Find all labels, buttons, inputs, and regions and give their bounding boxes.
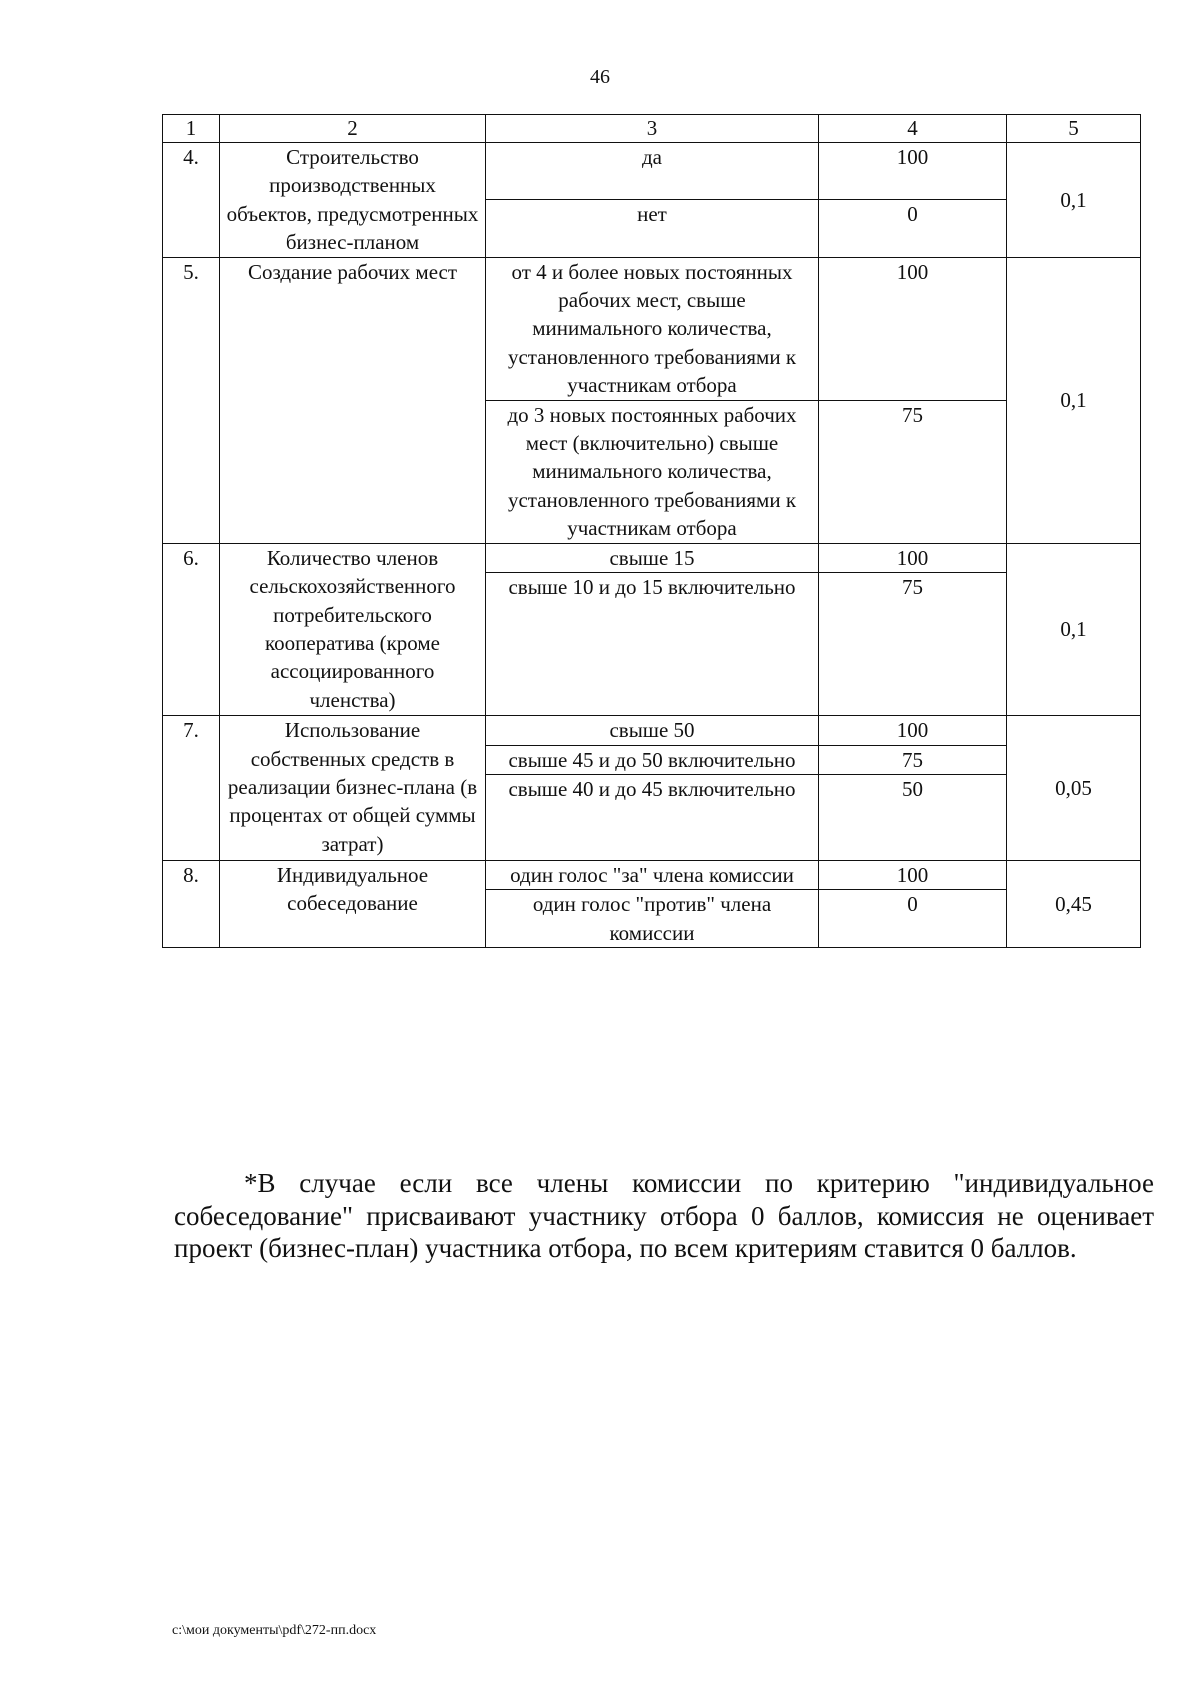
- condition-cell: один голос "против" члена комиссии: [486, 890, 819, 948]
- criterion-number: 8.: [163, 860, 220, 947]
- table-row: [163, 543, 1141, 572]
- score-cell: 100: [819, 716, 1007, 745]
- condition-cell: свыше 15: [486, 543, 819, 572]
- weight-cell: 0,1: [1007, 257, 1141, 543]
- column-number-5: 5: [1007, 115, 1141, 143]
- page-number: 46: [590, 66, 610, 88]
- table-header-row: [163, 115, 1141, 143]
- table-row: [163, 257, 1141, 400]
- condition-cell: один голос "за" члена комиссии: [486, 860, 819, 889]
- criterion-name: Использование собственных средств в реализации бизнес-плана (в процентах от общей суммы затрат): [220, 716, 486, 861]
- column-number-3: 3: [486, 115, 819, 143]
- column-number-1: 1: [163, 115, 220, 143]
- table-row: [163, 143, 1141, 200]
- condition-cell: свыше 45 и до 50 включительно: [486, 745, 819, 774]
- score-cell: 75: [819, 400, 1007, 543]
- criterion-name: Строительство производственных объектов, предусмотренных бизнес-планом: [220, 143, 486, 258]
- criterion-name: Количество членов сельскохозяйственного потребительского кооператива (кроме ассоциированного членства): [220, 543, 486, 715]
- file-path-footer: c:\мои документы\pdf\272-пп.docx: [172, 1623, 377, 1638]
- weight-cell: 0,1: [1007, 543, 1141, 715]
- weight-cell: 0,45: [1007, 860, 1141, 947]
- column-number-2: 2: [220, 115, 486, 143]
- condition-cell: да: [486, 143, 819, 200]
- score-cell: 100: [819, 543, 1007, 572]
- criterion-number: 4.: [163, 143, 220, 258]
- score-cell: 100: [819, 143, 1007, 200]
- score-cell: 100: [819, 257, 1007, 400]
- condition-cell: свыше 50: [486, 716, 819, 745]
- criterion-number: 5.: [163, 257, 220, 543]
- weight-cell: 0,05: [1007, 716, 1141, 861]
- condition-cell: нет: [486, 200, 819, 257]
- score-cell: 75: [819, 745, 1007, 774]
- score-cell: 0: [819, 890, 1007, 948]
- criterion-name: Создание рабочих мест: [220, 257, 486, 543]
- score-cell: 0: [819, 200, 1007, 257]
- criterion-number: 6.: [163, 543, 220, 715]
- condition-cell: свыше 40 и до 45 включительно: [486, 774, 819, 860]
- score-cell: 100: [819, 860, 1007, 889]
- condition-cell: до 3 новых постоянных рабочих мест (включительно) свыше минимального количества, установленного требованиями к участникам отбора: [486, 400, 819, 543]
- criterion-number: 7.: [163, 716, 220, 861]
- column-number-4: 4: [819, 115, 1007, 143]
- score-cell: 50: [819, 774, 1007, 860]
- weight-cell: 0,1: [1007, 143, 1141, 258]
- condition-cell: свыше 10 и до 15 включительно: [486, 573, 819, 716]
- criteria-table: [162, 114, 1141, 948]
- table-row: [163, 860, 1141, 889]
- footnote-paragraph: *В случае если все члены комиссии по критерию "индивидуальное собеседование" присваивают участнику отбора 0 баллов, комиссия не оценивает проект (бизнес-план) участника отбора, по всем критериям ставится 0 баллов.: [174, 1168, 1154, 1263]
- score-cell: 75: [819, 573, 1007, 716]
- condition-cell: от 4 и более новых постоянных рабочих мест, свыше минимального количества, установленного требованиями к участникам отбора: [486, 257, 819, 400]
- table-row: [163, 716, 1141, 745]
- criterion-name: Индивидуальное собеседование: [220, 860, 486, 947]
